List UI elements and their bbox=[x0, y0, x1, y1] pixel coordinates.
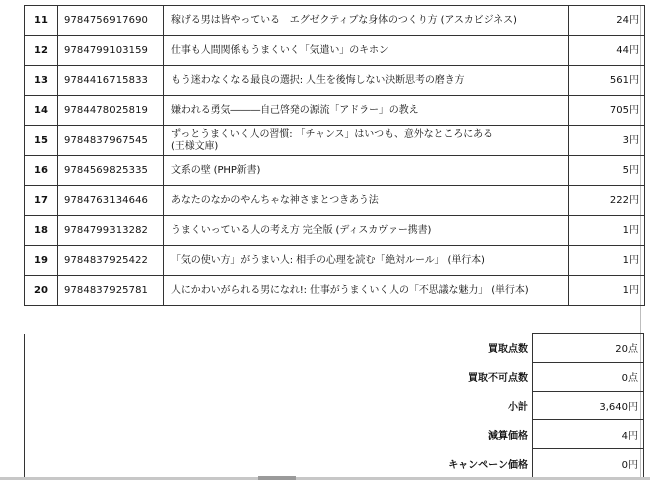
title-cell: 仕事も人間関係もうまくいく「気遣い」のキホン bbox=[164, 36, 569, 66]
bottom-divider bbox=[0, 477, 650, 480]
title-cell: 稼げる男は皆やっている エグゼクティブな身体のつくり方 (アスカビジネス) bbox=[164, 6, 569, 36]
deduction-value: 4円 bbox=[533, 420, 644, 449]
rejected-count-label: 買取不可点数 bbox=[155, 362, 533, 391]
price-cell: 24円 bbox=[569, 6, 645, 36]
campaign-value: 0円 bbox=[533, 449, 644, 478]
title-cell: 人にかわいがられる男になれ!: 仕事がうまくいく人の「不思議な魅力」 (単行本) bbox=[164, 276, 569, 306]
table-row bbox=[25, 216, 645, 246]
row-number: 13 bbox=[25, 66, 58, 96]
summary-table bbox=[24, 333, 644, 478]
table-row bbox=[25, 126, 645, 156]
row-number: 20 bbox=[25, 276, 58, 306]
isbn-cell: 9784837925781 bbox=[58, 276, 164, 306]
isbn-cell: 9784763134646 bbox=[58, 186, 164, 216]
table-row bbox=[25, 246, 645, 276]
summary-row-subtotal bbox=[25, 391, 644, 420]
isbn-cell: 9784837967545 bbox=[58, 126, 164, 156]
isbn-cell: 9784569825335 bbox=[58, 156, 164, 186]
row-number: 18 bbox=[25, 216, 58, 246]
title-cell: 「気の使い方」がうまい人: 相手の心理を読む「絶対ルール」 (単行本) bbox=[164, 246, 569, 276]
table-row bbox=[25, 36, 645, 66]
price-cell: 1円 bbox=[569, 276, 645, 306]
isbn-cell: 9784799313282 bbox=[58, 216, 164, 246]
subtotal-value: 3,640円 bbox=[533, 391, 644, 420]
title-cell: あなたのなかのやんちゃな神さまとつきあう法 bbox=[164, 186, 569, 216]
purchase-count-value: 20点 bbox=[533, 334, 644, 363]
title-cell: うまくいっている人の考え方 完全版 (ディスカヴァー携書) bbox=[164, 216, 569, 246]
isbn-cell: 9784756917690 bbox=[58, 6, 164, 36]
subtotal-label: 小計 bbox=[155, 391, 533, 420]
campaign-label: キャンペーン価格 bbox=[155, 449, 533, 478]
title-cell: もう迷わなくなる最良の選択: 人生を後悔しない決断思考の磨き方 bbox=[164, 66, 569, 96]
title-cell: 文系の壁 (PHP新書) bbox=[164, 156, 569, 186]
price-cell: 44円 bbox=[569, 36, 645, 66]
row-number: 16 bbox=[25, 156, 58, 186]
row-number: 15 bbox=[25, 126, 58, 156]
row-number: 12 bbox=[25, 36, 58, 66]
table-row bbox=[25, 66, 645, 96]
row-number: 17 bbox=[25, 186, 58, 216]
title-cell bbox=[164, 126, 569, 156]
title-cell: 嫌われる勇気―――自己啓発の源流「アドラー」の教え bbox=[164, 96, 569, 126]
summary-row-purchase-count bbox=[25, 334, 644, 363]
title-line-1: ずっとうまくいく人の習慣: 「チャンス」はいつも、意外なところにある bbox=[171, 128, 493, 140]
price-cell: 561円 bbox=[569, 66, 645, 96]
book-items-table bbox=[24, 5, 645, 306]
price-cell: 222円 bbox=[569, 186, 645, 216]
purchase-count-label: 買取点数 bbox=[155, 334, 533, 363]
isbn-cell: 9784478025819 bbox=[58, 96, 164, 126]
isbn-cell: 9784416715833 bbox=[58, 66, 164, 96]
summary-row-rejected-count bbox=[25, 362, 644, 391]
purchase-statement bbox=[24, 5, 641, 480]
summary-row-campaign bbox=[25, 449, 644, 478]
table-row bbox=[25, 6, 645, 36]
price-cell: 705円 bbox=[569, 96, 645, 126]
deduction-label: 減算価格 bbox=[155, 420, 533, 449]
row-number: 14 bbox=[25, 96, 58, 126]
row-number: 11 bbox=[25, 6, 58, 36]
summary-row-deduction bbox=[25, 420, 644, 449]
isbn-cell: 9784837925422 bbox=[58, 246, 164, 276]
row-number: 19 bbox=[25, 246, 58, 276]
price-cell: 1円 bbox=[569, 216, 645, 246]
title-line-2: (王様文庫) bbox=[171, 140, 219, 152]
rejected-count-value: 0点 bbox=[533, 362, 644, 391]
isbn-cell: 9784799103159 bbox=[58, 36, 164, 66]
price-cell: 1円 bbox=[569, 246, 645, 276]
scroll-indicator bbox=[258, 476, 296, 480]
table-row bbox=[25, 276, 645, 306]
table-row bbox=[25, 186, 645, 216]
price-cell: 5円 bbox=[569, 156, 645, 186]
price-cell: 3円 bbox=[569, 126, 645, 156]
table-row bbox=[25, 156, 645, 186]
table-row bbox=[25, 96, 645, 126]
